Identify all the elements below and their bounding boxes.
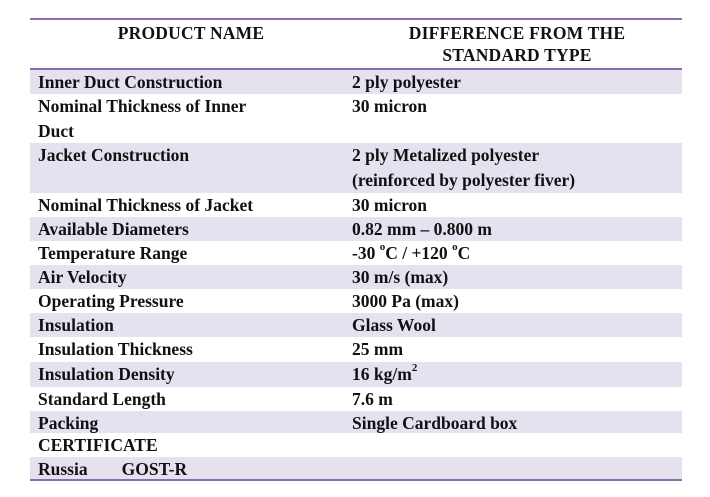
row-value: 25 mm [352, 339, 404, 359]
row-label: Operating Pressure [38, 291, 184, 311]
table-row [30, 387, 682, 411]
row-value [352, 457, 682, 479]
row-label: Jacket Construction [38, 145, 190, 165]
table-row [30, 313, 682, 337]
row-label: CERTIFICATE [38, 435, 158, 455]
table-row [30, 241, 682, 265]
table-row [30, 433, 682, 457]
table-row [30, 457, 682, 479]
row-label: Available Diameters [38, 219, 189, 239]
row-label: Insulation Density [38, 364, 175, 384]
header-difference: DIFFERENCE FROM THE STANDARD TYPE [408, 23, 626, 65]
table-row [30, 70, 682, 94]
row-value: 7.6 m [352, 389, 393, 409]
table-row [30, 143, 682, 193]
table-row [30, 217, 682, 241]
row-label: Standard Length [38, 389, 166, 409]
table-row [30, 94, 682, 143]
row-value: 3000 Pa (max) [352, 291, 459, 311]
table-row [30, 289, 682, 313]
row-label: Inner Duct Construction [38, 72, 223, 92]
row-label: Nominal Thickness of Inner Duct [38, 96, 247, 141]
certificate-gost: GOST-R [121, 459, 188, 479]
row-value: 30 micron [352, 96, 428, 116]
row-value: 16 $kg/m^2$ [352, 362, 418, 384]
row-value: 30 m/s (max) [352, 267, 449, 287]
spec-table [30, 18, 682, 481]
row-label: Packing [38, 413, 99, 433]
row-label: Insulation [38, 315, 114, 335]
row-value: Glass Wool [352, 315, 436, 335]
row-label: Air Velocity [38, 267, 127, 287]
table-row [30, 362, 682, 387]
row-value [352, 433, 682, 457]
row-label: Insulation Thickness [38, 339, 193, 359]
bottom-rule [30, 479, 682, 481]
row-label: Nominal Thickness of Jacket [38, 195, 254, 215]
row-value: 0.82 mm – 0.800 m [352, 219, 492, 239]
table-row [30, 193, 682, 217]
row-value: Single Cardboard box [352, 413, 518, 433]
row-value: 30 micron [352, 195, 428, 215]
row-value: -30 $^o$C / +120 $^o$C [352, 241, 471, 263]
row-value: 2 ply polyester [352, 72, 461, 92]
header-product-name: PRODUCT NAME [117, 23, 265, 43]
table-header [30, 20, 682, 68]
row-label: Russia GOST-R [30, 457, 352, 479]
row-label: Temperature Range [38, 243, 188, 263]
row-value: 2 ply Metalized polyester (reinforced by polyester fiver) [352, 145, 576, 190]
table-row [30, 337, 682, 362]
table-row [30, 265, 682, 289]
table-row [30, 411, 682, 433]
